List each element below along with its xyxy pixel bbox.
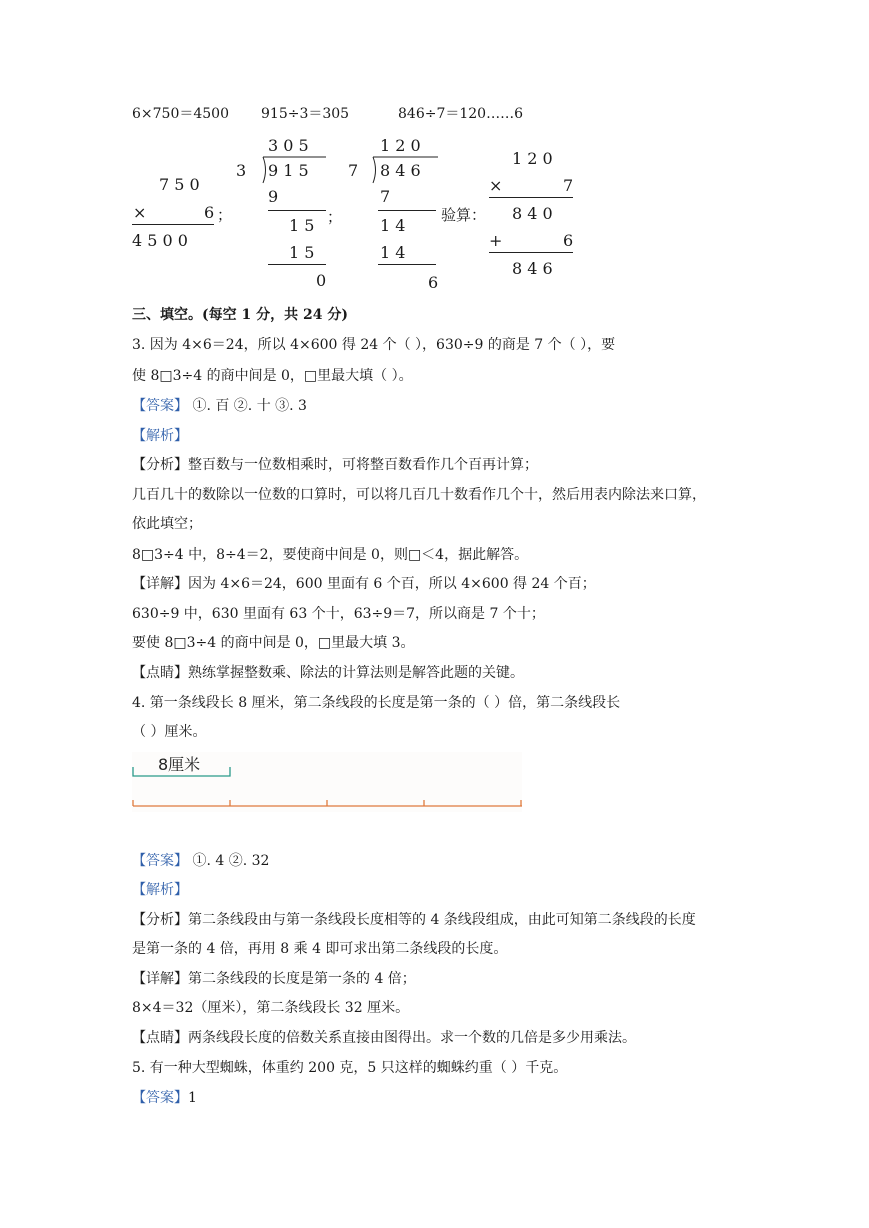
equation-mult: 6×750＝4500 <box>132 106 229 122</box>
equation-div2: 846÷7＝120……6 <box>398 106 523 122</box>
section-heading: 三、填空。(每空 1 分，共 24 分) <box>132 307 348 323</box>
check-row2: 8 4 0 <box>512 204 553 223</box>
fenxi-text: 整百数与一位数相乘时，可将整百数看作几个百再计算； <box>188 457 538 473</box>
q4-xiangjie-line2: 8×4＝32（厘米），第二条线段长 32 厘米。 <box>132 1000 410 1016</box>
dianjing-tag: 【点睛】 <box>132 1030 188 1046</box>
check-result: 8 4 6 <box>512 259 553 278</box>
xiangjie-tag: 【详解】 <box>132 971 188 987</box>
segment-svg <box>132 752 524 812</box>
q3-xiangjie-line2: 630÷9 中，630 里面有 63 个十，63÷9＝7，所以商是 7 个十； <box>132 606 545 622</box>
q3-fenxi <box>132 455 538 475</box>
q4-analysis-tag: 【解析】 <box>132 882 188 898</box>
div2-step1: 7 <box>380 187 391 206</box>
sep-2: ； <box>327 208 343 226</box>
segment-label: 8厘米 <box>158 755 201 774</box>
q3-fenxi-line3: 依此填空； <box>132 516 202 532</box>
div1-remainder: 0 <box>316 271 327 290</box>
div2-dividend: 8 4 6 <box>380 161 421 180</box>
div2-step2: 1 4 <box>380 216 406 235</box>
answer-text: 1 <box>188 1090 197 1106</box>
check-plus-sign: + <box>489 231 503 250</box>
div1-step2: 1 5 <box>289 216 315 235</box>
div1-step1: 9 <box>268 187 279 206</box>
q5-answer <box>132 1088 197 1108</box>
mult-row1: 7 5 0 <box>159 175 200 194</box>
answer-text: ①. 百 ②. 十 ③. 3 <box>188 398 307 414</box>
q3-fenxi-line2: 几百几十的数除以一位数的口算时，可以将几百几十数看作几个十，然后用表内除法来口算， <box>132 487 706 503</box>
div2-step3: 1 4 <box>380 243 406 262</box>
check-label: 验算： <box>441 206 487 224</box>
check-mult-sign: × <box>489 176 503 195</box>
div2-divisor: 7 <box>348 161 359 180</box>
equation-div1: 915÷3＝305 <box>261 106 350 122</box>
first-segment-bracket <box>133 767 230 776</box>
q4-fenxi-line2: 是第一条的 4 倍，再用 8 乘 4 即可求出第二条线段的长度。 <box>132 941 508 957</box>
check-plus-2: 6 <box>563 231 574 250</box>
q4-fenxi <box>132 910 696 930</box>
xiangjie-tag: 【详解】 <box>132 576 188 592</box>
fenxi-tag: 【分析】 <box>132 457 188 473</box>
div1-step3: 1 5 <box>289 243 315 262</box>
mult-row2: 6 <box>204 203 215 222</box>
answer-tag: 【答案】 <box>132 398 188 414</box>
div2-remainder: 6 <box>428 273 439 292</box>
check-row1: 1 2 0 <box>512 149 553 168</box>
segment-figure <box>132 752 522 812</box>
sep-1: ； <box>217 206 233 224</box>
q4-line2: （ ）厘米。 <box>132 724 207 740</box>
div1-quotient: 3 0 5 <box>268 136 309 155</box>
mult-sign: × <box>133 203 147 222</box>
q4-answer <box>132 851 269 871</box>
q4-xiangjie <box>132 969 416 989</box>
check-mult-2: 7 <box>563 176 574 195</box>
q3-answer <box>132 396 307 416</box>
q3-line2: 使 8□3÷4 的商中间是 0，□里最大填（ ）。 <box>132 368 413 384</box>
q5-line1: 5. 有一种大型蜘蛛，体重约 200 克，5 只这样的蜘蛛约重（ ）千克。 <box>132 1060 568 1076</box>
dianjing-tag: 【点睛】 <box>132 665 188 681</box>
answer-text: ①. 4 ②. 32 <box>188 853 270 869</box>
answer-tag: 【答案】 <box>132 853 188 869</box>
xiangjie-text: 因为 4×6＝24，600 里面有 6 个百，所以 4×600 得 24 个百； <box>188 576 596 592</box>
dianjing-text: 两条线段长度的倍数关系直接由图得出。求一个数的几倍是多少用乘法。 <box>188 1030 636 1046</box>
q4-dianjing <box>132 1028 636 1048</box>
q3-xiangjie <box>132 574 596 594</box>
xiangjie-text: 第二条线段的长度是第一条的 4 倍； <box>188 971 416 987</box>
fenxi-tag: 【分析】 <box>132 912 188 928</box>
div1-divisor: 3 <box>236 161 247 180</box>
answer-tag: 【答案】 <box>132 1090 188 1106</box>
dianjing-text: 熟练掌握整数乘、除法的计算法则是解答此题的关键。 <box>188 665 524 681</box>
q3-line1: 3. 因为 4×6＝24，所以 4×600 得 24 个（ ），630÷9 的商是 7 个（ ），要 <box>132 337 616 353</box>
fenxi-text: 第二条线段由与第一条线段长度相等的 4 条线段组成，由此可知第二条线段的长度 <box>188 912 696 928</box>
mult-result: 4 5 0 0 <box>132 231 188 250</box>
q3-fenxi-line4: 8□3÷4 中，8÷4＝2，要使商中间是 0，则□＜4，据此解答。 <box>132 547 529 563</box>
div2-quotient: 1 2 0 <box>380 136 421 155</box>
q3-dianjing <box>132 663 524 683</box>
q3-analysis-tag: 【解析】 <box>132 428 188 444</box>
div1-dividend: 9 1 5 <box>268 161 309 180</box>
division-brackets <box>0 0 869 300</box>
q3-xiangjie-line3: 要使 8□3÷4 的商中间是 0，□里最大填 3。 <box>132 635 415 651</box>
q4-line1: 4. 第一条线段长 8 厘米，第二条线段的长度是第一条的（ ）倍，第二条线段长 <box>132 695 621 711</box>
